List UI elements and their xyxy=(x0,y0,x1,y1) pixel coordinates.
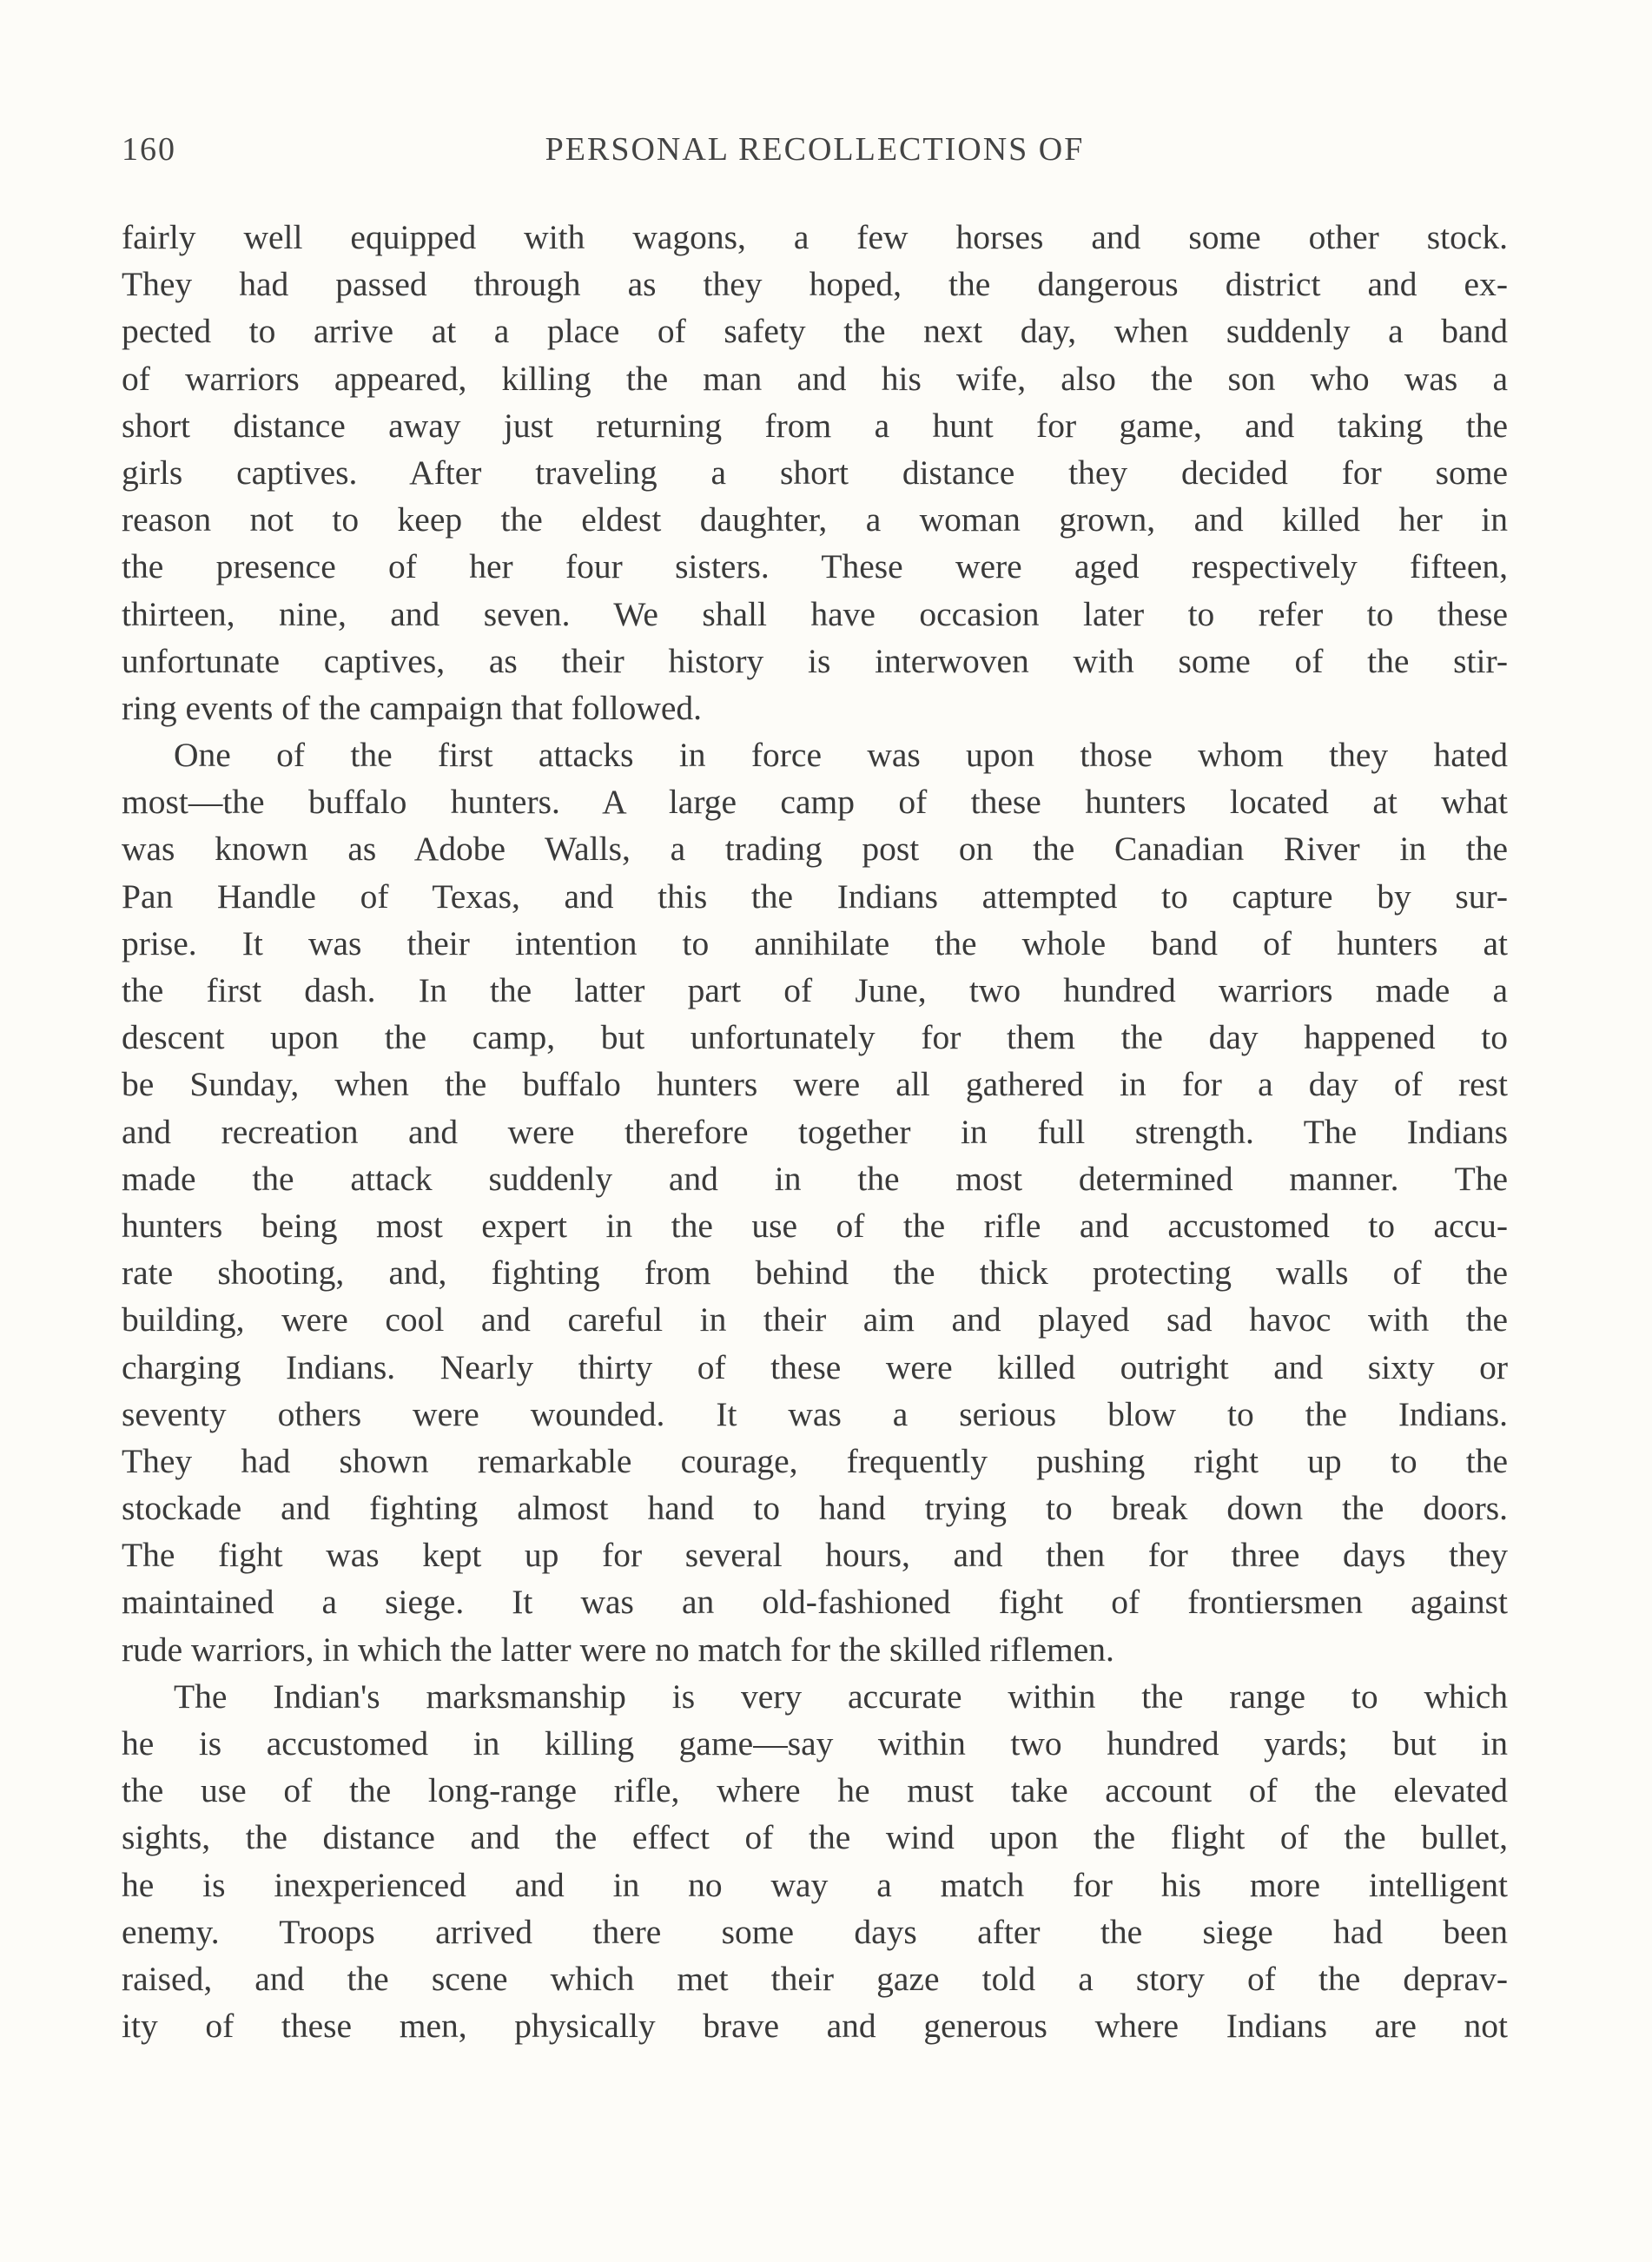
text-line: rude warriors, in which the latter were no match for the skilled riflemen. xyxy=(122,1630,1114,1669)
text-line: ity of these men, physically brave and generous where Indians are not xyxy=(122,2007,1508,2046)
text-line: They had shown remarkable courage, frequently pushing right up to the xyxy=(122,1441,1508,1480)
text-line: The Indian's marksmanship is very accurate within the range to which xyxy=(174,1677,1508,1716)
text-line: sights, the distance and the effect of the wind upon the flight of the bullet, xyxy=(122,1818,1508,1857)
text-line: and recreation and were therefore together in full strength. The Indians xyxy=(122,1112,1508,1151)
text-line: he is inexperienced and in no way a match for his more intelligent xyxy=(122,1865,1508,1904)
page-number: 160 xyxy=(122,131,176,168)
text-line: building, were cool and careful in their aim and played sad havoc with the xyxy=(122,1300,1508,1339)
text-line: They had passed through as they hoped, the dangerous district and ex- xyxy=(122,265,1508,304)
text-line: he is accustomed in killing game—say within two hundred yards; but in xyxy=(122,1724,1508,1763)
text-line: One of the first attacks in force was upon those whom they hated xyxy=(174,736,1508,775)
running-title: PERSONAL RECOLLECTIONS OF xyxy=(545,131,1085,168)
text-line: stockade and fighting almost hand to hand trying to break down the doors. xyxy=(122,1489,1508,1528)
text-line: thirteen, nine, and seven. We shall have occasion later to refer to these xyxy=(122,594,1508,633)
text-line: maintained a siege. It was an old-fashioned fight of frontiersmen against xyxy=(122,1583,1508,1622)
text-line: Pan Handle of Texas, and this the Indians attempted to capture by sur- xyxy=(122,876,1508,916)
text-line: made the attack suddenly and in the most determined manner. The xyxy=(122,1159,1508,1198)
text-line: was known as Adobe Walls, a trading post on the Canadian River in the xyxy=(122,830,1508,869)
body-text xyxy=(122,214,1508,2049)
text-line: charging Indians. Nearly thirty of these were killed outright and sixty or xyxy=(122,1347,1508,1386)
text-line: descent upon the camp, but unfortunately for them the day happened to xyxy=(122,1018,1508,1057)
text-line: girls captives. After traveling a short distance they decided for some xyxy=(122,453,1508,492)
text-line: the first dash. In the latter part of June, two hundred warriors made a xyxy=(122,971,1508,1009)
text-line: unfortunate captives, as their history is interwoven with some of the stir- xyxy=(122,641,1508,680)
text-line: fairly well equipped with wagons, a few horses and some other stock. xyxy=(122,218,1508,256)
text-line: most—the buffalo hunters. A large camp of these hunters located at what xyxy=(122,783,1508,822)
text-line: hunters being most expert in the use of the rifle and accustomed to accu- xyxy=(122,1206,1508,1245)
text-line: enemy. Troops arrived there some days after the siege had been xyxy=(122,1912,1508,1951)
text-line: short distance away just returning from a hunt for game, and taking the xyxy=(122,406,1508,445)
text-line: rate shooting, and, fighting from behind the thick protecting walls of the xyxy=(122,1253,1508,1293)
text-line: reason not to keep the eldest daughter, a woman grown, and killed her in xyxy=(122,500,1508,539)
text-line: seventy others were wounded. It was a serious blow to the Indians. xyxy=(122,1394,1508,1433)
text-line: the use of the long-range rifle, where he must take account of the elevated xyxy=(122,1771,1508,1810)
text-line: be Sunday, when the buffalo hunters were all gathered in for a day of rest xyxy=(122,1065,1508,1104)
text-line: prise. It was their intention to annihilate the whole band of hunters at xyxy=(122,923,1508,962)
text-line: The fight was kept up for several hours, and then for three days they xyxy=(122,1536,1508,1575)
text-line: pected to arrive at a place of safety the next day, when suddenly a band xyxy=(122,312,1508,351)
text-line: of warriors appeared, killing the man and his wife, also the son who was a xyxy=(122,359,1508,398)
text-line: ring events of the campaign that followed. xyxy=(122,688,703,727)
text-line: raised, and the scene which met their gaze told a story of the deprav- xyxy=(122,1959,1508,1998)
text-line: the presence of her four sisters. These were aged respectively fifteen, xyxy=(122,547,1508,586)
running-head xyxy=(122,130,1508,179)
